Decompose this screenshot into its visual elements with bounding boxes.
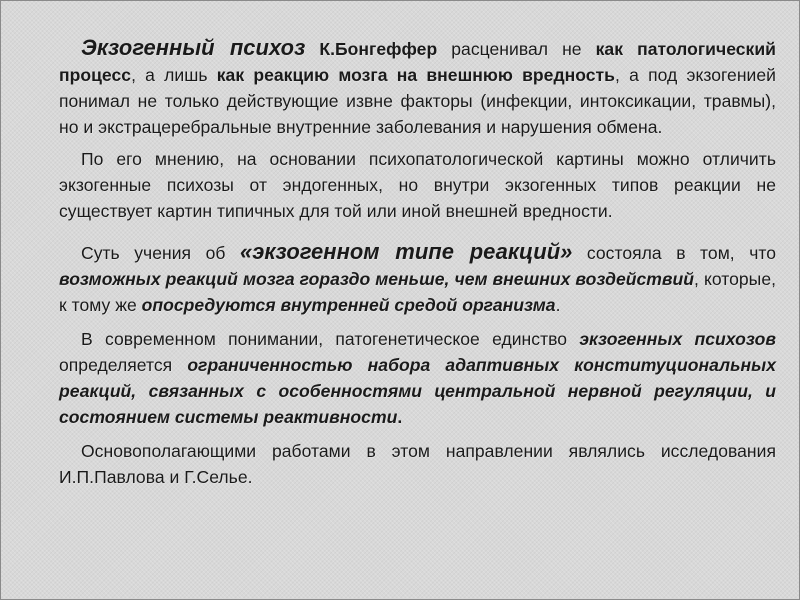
text-segment: расценивал не <box>437 39 596 59</box>
slide-text <box>59 35 776 490</box>
text-segment <box>305 39 319 59</box>
paragraph-modern-understanding <box>59 326 776 430</box>
text-segment: Основополагающими работами в этом направлении являлись исследования И.П.Павлова и Г.Селье. <box>59 441 776 487</box>
paragraph-foundations <box>59 438 776 490</box>
text-segment: , которые, к тому же <box>59 269 776 315</box>
text-segment: . <box>555 295 561 315</box>
text-segment: определяется <box>59 355 188 375</box>
emphasis-exogenous-psychoses: экзогенных психозов <box>579 329 776 349</box>
text-segment <box>567 329 579 349</box>
text-segment: В современном понимании, <box>81 329 336 349</box>
author-bonhoeffer: К.Бонгеффер <box>319 39 438 59</box>
emphasis-brain-reaction: как реакцию мозга на внешнюю вредность <box>216 65 615 85</box>
text-segment: , а под экзогенией понимал не только действующие извне факторы (инфекции, интоксикации, травмы), но и экстрацеребральные внутренние заболевания и нарушения обмена. <box>59 65 776 137</box>
term-exogenous-reaction-type: «экзогенном типе реакций» <box>239 239 573 264</box>
emphasis-adaptive-reactions: ограниченностью набора адаптивных конституциональных реакций, связанных с особенностями центральной нервной регуляции, и состоянием системы реактивности <box>59 355 776 427</box>
term-exogenous-psychosis: Экзогенный психоз <box>81 35 306 60</box>
paragraph-bonhoeffer <box>59 35 776 140</box>
text-segment: Суть учения об <box>81 243 240 263</box>
text-segment: . <box>397 407 403 427</box>
paragraph-opinion <box>59 146 776 224</box>
emphasis-internal-environment: опосредуются внутренней средой организма <box>141 295 556 315</box>
emphasis-pathological-process: как патологический процесс <box>59 39 776 85</box>
emphasis-fewer-reactions: возможных реакций мозга гораздо меньше, чем внешних воздействий <box>59 269 695 289</box>
text-segment: патогенетическое единство <box>335 329 568 349</box>
text-segment: состояла в том, что <box>572 243 777 263</box>
text-segment: , а лишь <box>131 65 217 85</box>
text-segment: По его мнению, на основании психопатологической картины можно отличить экзогенные психозы от эндогенных, но внутри экзогенных типов реакции не существует картин типичных для той или иной внешней вредности. <box>59 149 776 221</box>
paragraph-reaction-type <box>59 239 776 318</box>
